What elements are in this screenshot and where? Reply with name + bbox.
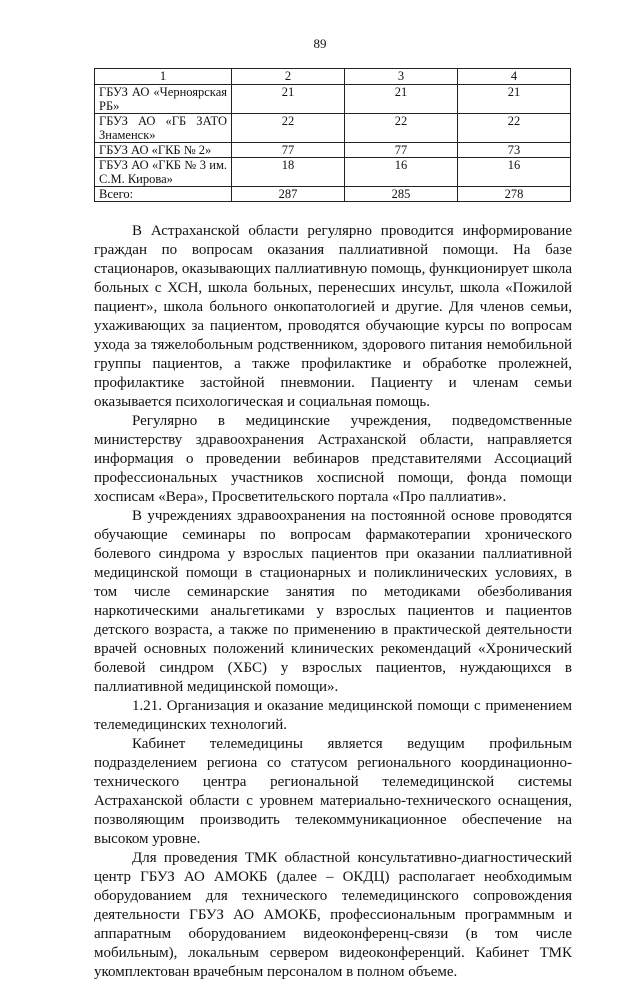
value-cell: 21 — [458, 85, 571, 114]
value-cell: 73 — [458, 143, 571, 158]
body-text — [94, 222, 572, 982]
value-cell: 22 — [345, 114, 458, 143]
value-cell: 18 — [232, 158, 345, 187]
value-cell: 278 — [458, 187, 571, 202]
column-header: 4 — [458, 69, 571, 85]
table-header-row — [95, 69, 571, 85]
page-number: 89 — [313, 36, 327, 51]
row-name-cell: ГБУЗ АО «Черноярская РБ» — [95, 85, 232, 114]
value-cell: 22 — [458, 114, 571, 143]
table-row — [95, 143, 571, 158]
table-row — [95, 114, 571, 143]
table-row — [95, 85, 571, 114]
paragraph: Кабинет телемедицины является ведущим профильным подразделением региона со статусом регионального координационно-технического центра региональной телемедицинской системы Астраханской области с уровнем материально-технического оснащения, позволяющим производить телекоммуникационное обеспечение на высоком уровне. — [94, 736, 572, 847]
value-cell: 21 — [345, 85, 458, 114]
column-header: 2 — [232, 69, 345, 85]
value-cell: 287 — [232, 187, 345, 202]
row-name-cell: Всего: — [95, 187, 232, 202]
statistics-table — [94, 68, 571, 202]
value-cell: 21 — [232, 85, 345, 114]
value-cell: 22 — [232, 114, 345, 143]
value-cell: 77 — [345, 143, 458, 158]
value-cell: 16 — [345, 158, 458, 187]
value-cell: 77 — [232, 143, 345, 158]
value-cell: 16 — [458, 158, 571, 187]
paragraph: В Астраханской области регулярно проводится информирование граждан по вопросам оказания паллиативной помощи. На базе стационаров, оказывающих паллиативную помощь, функционирует школа больных с ХСН, школа больных, перенесших инсульт, школа «Пожилой пациент», школа больного онкопатологией и другие. Для членов семьи, ухаживающих за пациентом, проводятся обучающие курсы по вопросам ухода за тяжелобольным родственником, здорового питания немобильной группы пациентов, а также профилактике и обработке пролежней, профилактике застойной пневмонии. Пациенту и членам семьи оказывается психологическая и социальная помощь. — [94, 223, 572, 410]
section-heading: 1.21. Организация и оказание медицинской помощи с применением телемедицинских технологий. — [94, 698, 572, 733]
table-total-row — [95, 187, 571, 202]
table-row — [95, 158, 571, 187]
paragraph: Регулярно в медицинские учреждения, подведомственные министерству здравоохранения Астраханской области, направляется информация о проведении вебинаров представителями Ассоциаций профессиональных участников хосписной помощи, фонда помощи хосписам «Вера», Просветительского портала «Про паллиатив». — [94, 413, 572, 505]
row-name-cell: ГБУЗ АО «ГБ ЗАТО Знаменск» — [95, 114, 232, 143]
row-name-cell: ГБУЗ АО «ГКБ № 2» — [95, 143, 232, 158]
row-name-cell: ГБУЗ АО «ГКБ № 3 им. С.М. Кирова» — [95, 158, 232, 187]
paragraph: Для проведения ТМК областной консультативно-диагностический центр ГБУЗ АО АМОКБ (далее – ОКДЦ) располагает необходимым оборудованием для технического телемедицинского сопровождения деятельности ГБУЗ АО АМОКБ, профессиональным программным и аппаратным оборудованием видеоконференц-связи (в том числе мобильным), локальным сервером видеоконференций. Кабинет ТМК укомплектован врачебным персоналом в полном объеме. — [94, 850, 572, 980]
value-cell: 285 — [345, 187, 458, 202]
paragraph: В учреждениях здравоохранения на постоянной основе проводятся обучающие семинары по вопросам фармакотерапии хронического болевого синдрома у взрослых пациентов при оказании паллиативной медицинской помощи в стационарных и поликлинических условиях, в том числе семинарские занятия по методиками обезболивания наркотическими анальгетиками у взрослых пациентов и пациентов детского возраста, а также по применению в практической деятельности врачей основных положений клинических рекомендаций «Хронический болевой синдром (ХБС) у взрослых пациентов, нуждающихся в паллиативной медицинской помощи». — [94, 508, 572, 695]
column-header: 1 — [95, 69, 232, 85]
column-header: 3 — [345, 69, 458, 85]
